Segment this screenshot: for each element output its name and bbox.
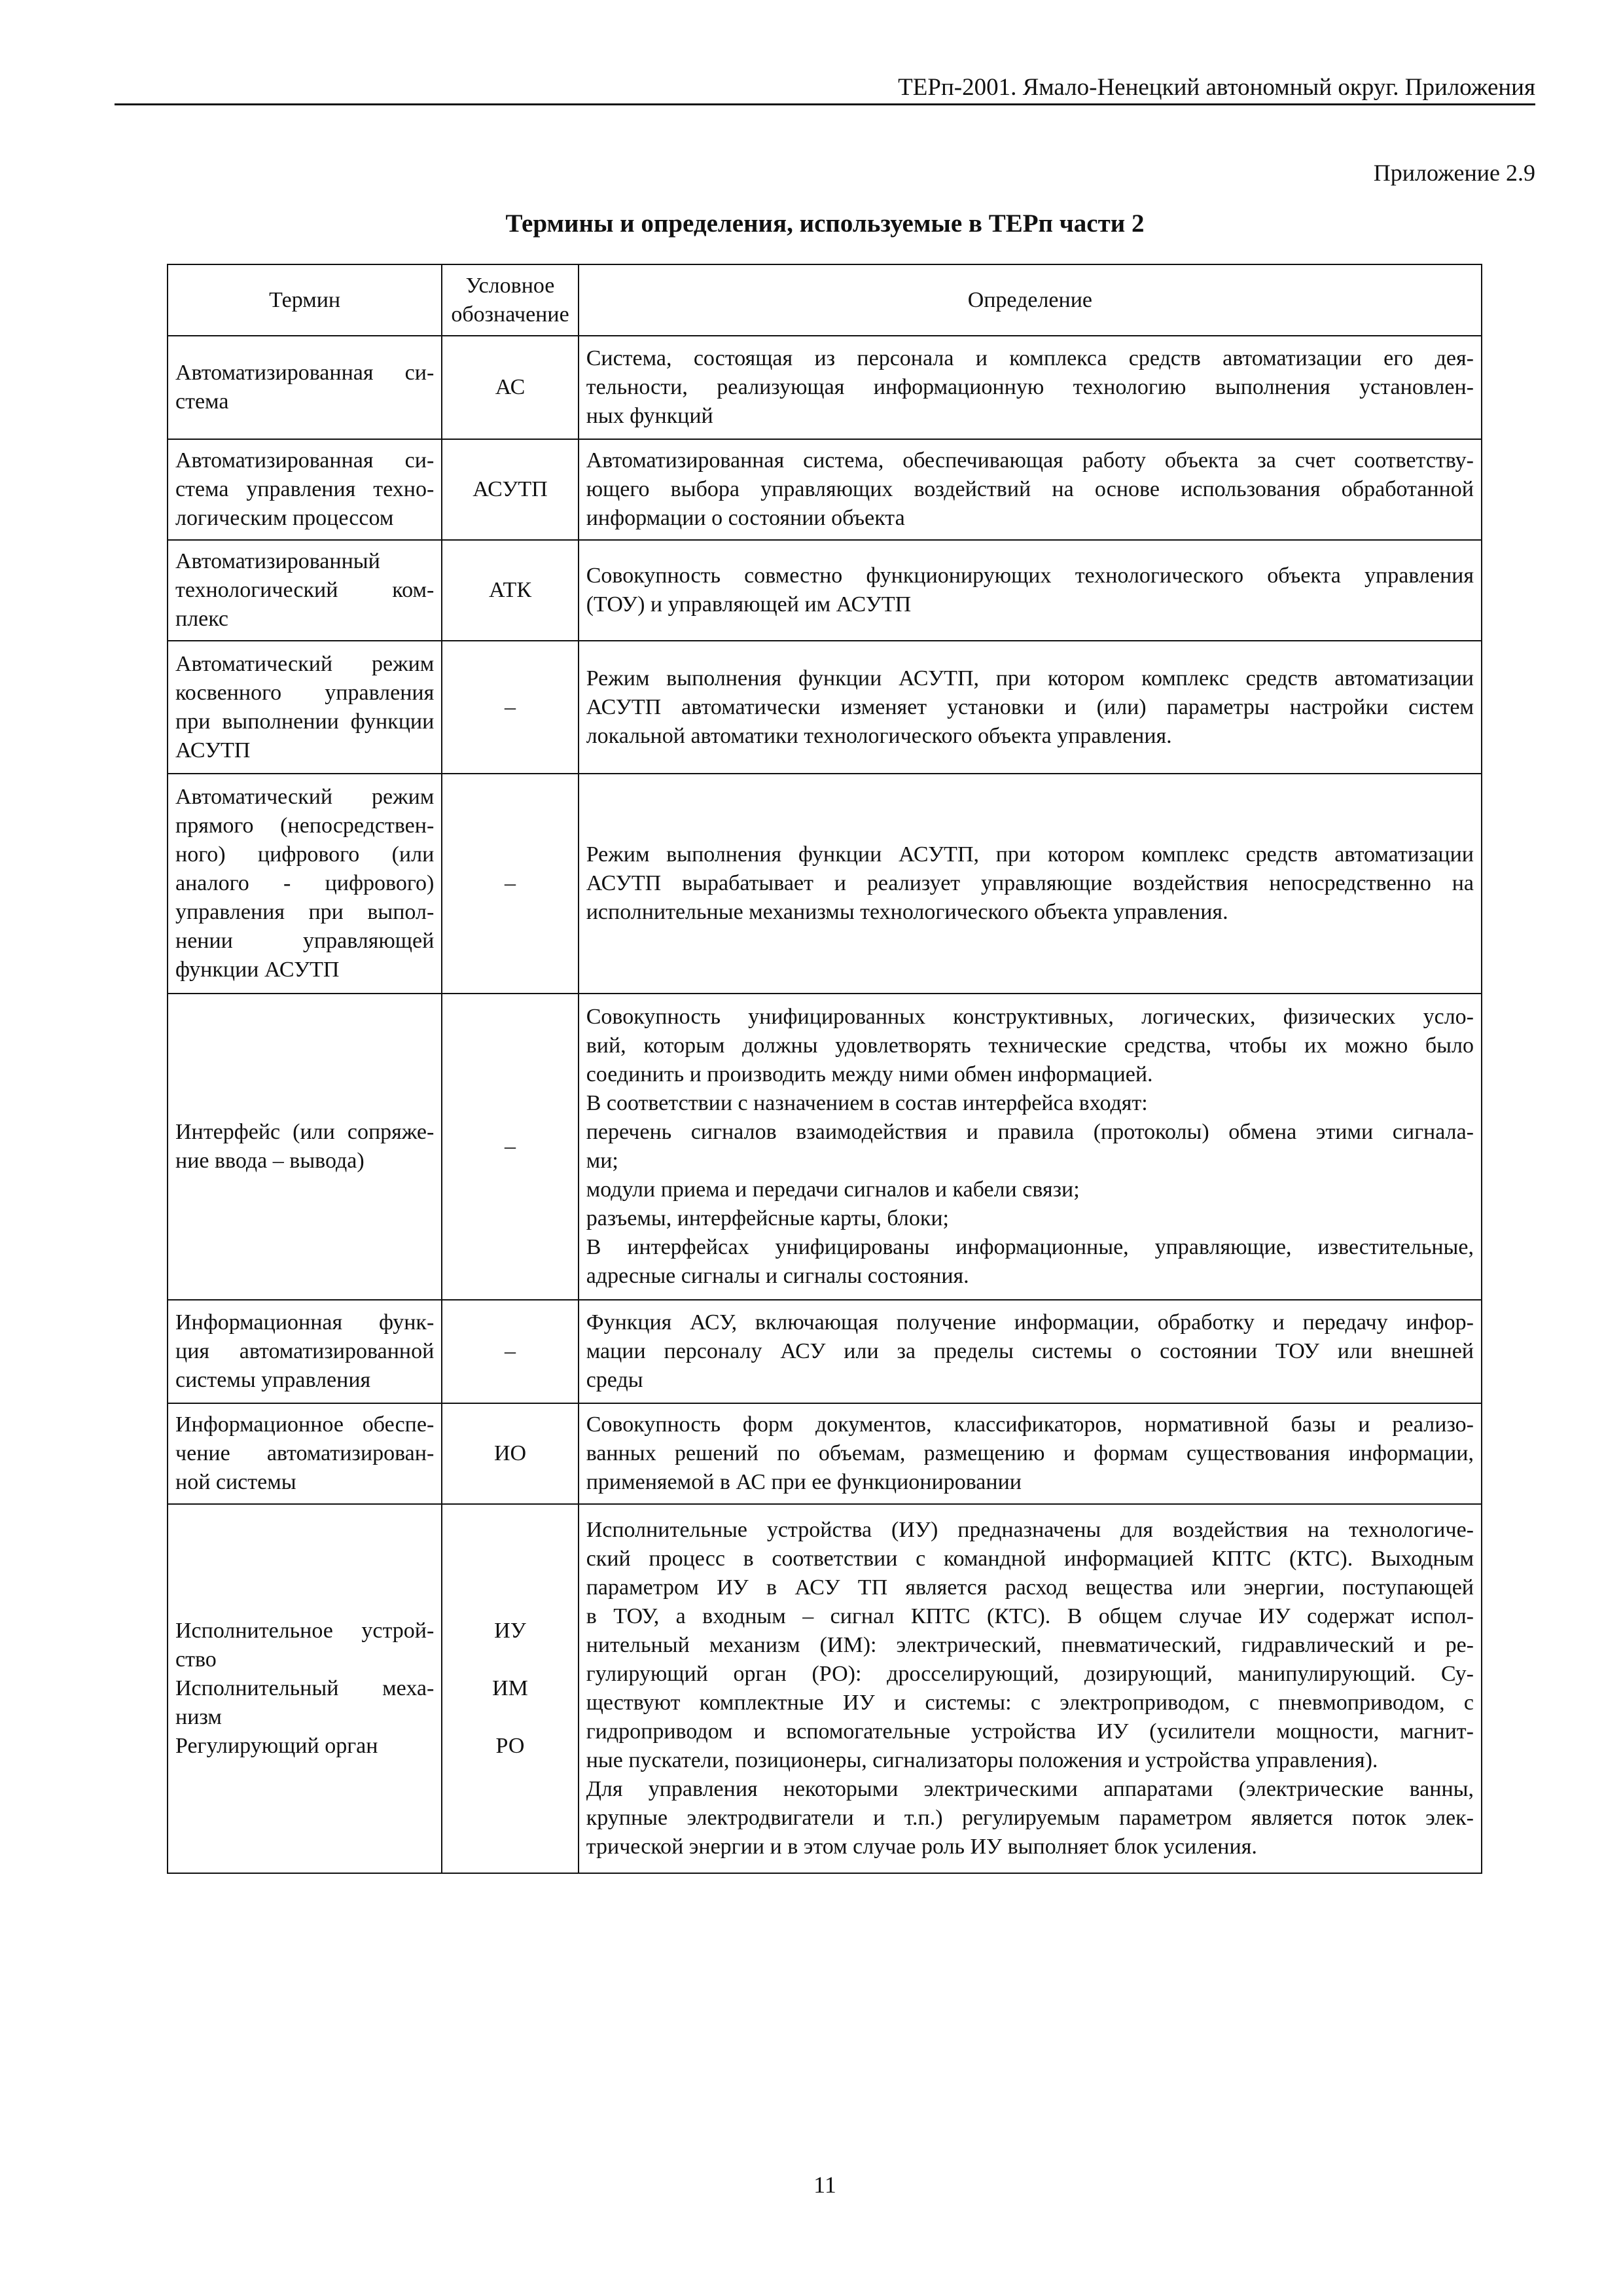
definition-line: исполнительные механизмы технологического объекта управления. <box>586 900 1228 924</box>
abbreviation-cell <box>442 641 578 774</box>
definition-line: трической энергии и в этом случае роль ИУ выполняет блок усиления. <box>586 1835 1257 1859</box>
term-cell <box>168 1504 442 1873</box>
definition-line: Режим выполнения функции АСУТП, при котором комплекс средств автоматизации <box>586 842 1474 867</box>
definition-line: ные пускатели, позиционеры, сигнализаторы положения и устройства управления). <box>586 1748 1378 1772</box>
abbreviation-cell <box>442 1300 578 1403</box>
table-body <box>168 336 1482 1873</box>
definition-line: В соответствии с назначением в состав интерфейса входят: <box>586 1091 1148 1115</box>
abbreviation: – <box>505 871 516 895</box>
term-line: Автоматизированный <box>175 549 380 573</box>
term-line: управления при выпол- <box>175 900 435 924</box>
definition-line: ми; <box>586 1149 618 1173</box>
page-title: Термины и определения, используемые в ТЕРп части 2 <box>505 209 1145 238</box>
definition-cell <box>579 774 1482 994</box>
column-header-abbreviation-line: обозначение <box>451 302 569 327</box>
term-line: Автоматический режим <box>175 785 435 809</box>
abbreviation-cell <box>442 439 578 540</box>
definition-line: Совокупность совместно функционирующих технологического объекта управления <box>586 564 1474 588</box>
definition-cell <box>579 540 1482 641</box>
abbreviation-cell <box>442 774 578 994</box>
term-line: логическим процессом <box>175 506 394 530</box>
definition-line: локальной автоматики технологического объекта управления. <box>586 723 1172 748</box>
definition-line: разъемы, интерфейсные карты, блоки; <box>586 1206 949 1230</box>
term-cell <box>168 1300 442 1403</box>
definition-line: Режим выполнения функции АСУТП, при котором комплекс средств автоматизации <box>586 666 1474 691</box>
term-cell <box>168 994 442 1300</box>
definition-cell <box>579 336 1482 439</box>
term-line: Автоматизированная си- <box>175 448 435 473</box>
term-line: Интерфейс (или сопряже- <box>175 1120 435 1144</box>
table-row <box>168 1300 1482 1403</box>
definition-line: тельности, реализующая информационную технологию выполнения установлен- <box>586 375 1474 399</box>
table-header-row <box>168 264 1482 336</box>
definition-line: Система, состоящая из персонала и комплекса средств автоматизации его дея- <box>586 346 1474 370</box>
abbreviation: АТК <box>488 578 531 602</box>
table-row <box>168 1504 1482 1873</box>
column-header-abbreviation-line: Условное <box>465 273 555 298</box>
definition-line: перечень сигналов взаимодействия и правила (протоколы) обмена этими сигнала- <box>586 1120 1474 1144</box>
table-row <box>168 439 1482 540</box>
term-line: Регулирующий орган <box>175 1734 378 1758</box>
term-line: ние ввода – вывода) <box>175 1149 365 1173</box>
definition-line: В интерфейсах унифицированы информационные, управляющие, известительные, <box>586 1235 1474 1259</box>
abbreviation-cell <box>442 994 578 1300</box>
abbreviation: ИУ <box>494 1619 526 1643</box>
abbreviation: – <box>505 1339 516 1363</box>
definition-line: ский процесс в соответствии с командной информацией КПТС (КТС). Выходным <box>586 1547 1474 1571</box>
abbreviation: ИО <box>493 1441 527 1465</box>
term-line: Автоматизированная си- <box>175 361 435 385</box>
definition-line: АСУТП автоматически изменяет установки и (или) параметры настройки систем <box>586 694 1474 719</box>
term-line: низм <box>175 1705 222 1729</box>
term-line: Исполнительный меха- <box>175 1676 435 1700</box>
term-line: Автоматический режим <box>175 651 435 676</box>
term-line: Информационная функ- <box>175 1310 435 1335</box>
term-line: стема <box>175 389 229 414</box>
term-cell <box>168 774 442 994</box>
term-line: Исполнительное устрой- <box>175 1619 435 1643</box>
abbreviation-cell <box>442 336 578 439</box>
abbreviation-spacer <box>450 1703 570 1732</box>
abbreviation-cell <box>442 1403 578 1504</box>
term-line: ной системы <box>175 1470 296 1494</box>
term-cell <box>168 336 442 439</box>
abbreviation-spacer <box>450 1645 570 1674</box>
header-rule <box>115 103 1535 105</box>
definition-line: Для управления некоторыми электрическими аппаратами (электрические ванны, <box>586 1777 1474 1801</box>
definition-line: крупные электродвигатели и т.п.) регулируемым параметром является поток элек- <box>586 1806 1474 1830</box>
abbreviation: ИМ <box>492 1676 528 1700</box>
column-header-definition: Определение <box>579 264 1482 336</box>
appendix-label: Приложение 2.9 <box>1373 160 1535 186</box>
abbreviation: АСУТП <box>473 477 548 501</box>
term-line: плекс <box>175 607 229 631</box>
term-cell <box>168 641 442 774</box>
term-line: нении управляющей <box>175 929 435 953</box>
page-number: 11 <box>813 2172 836 2198</box>
definition-line: среды <box>586 1368 643 1392</box>
definition-line: Совокупность форм документов, классификаторов, нормативной базы и реализо- <box>586 1412 1474 1437</box>
definition-line: Совокупность унифицированных конструктивных, логических, физических усло- <box>586 1005 1474 1029</box>
definition-line: ных функций <box>586 404 713 428</box>
abbreviation: РО <box>495 1734 525 1758</box>
definition-line: соединить и производить между ними обмен информацией. <box>586 1062 1153 1086</box>
table-row <box>168 641 1482 774</box>
term-line: косвенного управления <box>175 680 435 705</box>
terms-table <box>167 264 1482 1874</box>
definition-line: нительный механизм (ИМ): электрический, пневматический, гидравлический и ре- <box>586 1633 1474 1657</box>
definition-line: Функция АСУ, включающая получение информации, обработку и передачу инфор- <box>586 1310 1474 1335</box>
table-row <box>168 774 1482 994</box>
term-line: системы управления <box>175 1368 371 1392</box>
definition-line: Автоматизированная система, обеспечивающая работу объекта за счет соответству- <box>586 448 1474 473</box>
column-header-abbreviation <box>442 264 578 336</box>
definition-line: Исполнительные устройства (ИУ) предназначены для воздействия на технологиче- <box>586 1518 1474 1542</box>
term-line: технологический ком- <box>175 578 435 602</box>
definition-cell <box>579 641 1482 774</box>
term-line: ство <box>175 1647 217 1672</box>
column-header-term: Термин <box>168 264 442 336</box>
term-line: чение автоматизирован- <box>175 1441 435 1465</box>
table-row <box>168 1403 1482 1504</box>
definition-line: мации персоналу АСУ или за пределы системы о состоянии ТОУ или внешней <box>586 1339 1474 1363</box>
definition-cell <box>579 439 1482 540</box>
term-line: ция автоматизированной <box>175 1339 435 1363</box>
definition-cell <box>579 1300 1482 1403</box>
term-line: прямого (непосредствен- <box>175 814 435 838</box>
abbreviation-cell <box>442 540 578 641</box>
term-line: Информационное обеспе- <box>175 1412 435 1437</box>
term-line: ного) цифрового (или <box>175 842 435 867</box>
abbreviation: – <box>505 1134 516 1158</box>
definition-line: вий, которым должны удовлетворять технические средства, чтобы их можно было <box>586 1033 1474 1058</box>
table-row <box>168 994 1482 1300</box>
definition-cell <box>579 1403 1482 1504</box>
definition-line: ществуют комплектные ИУ и системы: с электроприводом, с пневмоприводом, с <box>586 1691 1474 1715</box>
definition-line: модули приема и передачи сигналов и кабели связи; <box>586 1177 1080 1202</box>
term-cell <box>168 540 442 641</box>
definition-line: гидроприводом и вспомогательные устройства ИУ (усилители мощности, магнит- <box>586 1719 1474 1744</box>
term-line: при выполнении функции <box>175 709 435 734</box>
term-line: функции АСУТП <box>175 958 340 982</box>
table-row <box>168 540 1482 641</box>
definition-line: ющего выбора управляющих воздействий на основе использования обработанной <box>586 477 1474 501</box>
definition-cell <box>579 1504 1482 1873</box>
abbreviation: АС <box>495 375 526 399</box>
definition-line: адресные сигналы и сигналы состояния. <box>586 1264 969 1288</box>
definition-line: (ТОУ) и управляющей им АСУТП <box>586 592 912 617</box>
running-header: ТЕРп-2001. Ямало-Ненецкий автономный округ. Приложения <box>898 74 1535 101</box>
definition-line: ванных решений по объемам, размещению и формам существования информации, <box>586 1441 1474 1465</box>
definition-line: параметром ИУ в АСУ ТП является расход вещества или энергии, поступающей <box>586 1575 1474 1600</box>
abbreviation-cell <box>442 1504 578 1873</box>
term-cell <box>168 439 442 540</box>
term-line: АСУТП <box>175 738 251 762</box>
definition-cell <box>579 994 1482 1300</box>
definition-line: информации о состоянии объекта <box>586 506 905 530</box>
table-row <box>168 336 1482 439</box>
abbreviation: – <box>505 694 516 719</box>
term-cell <box>168 1403 442 1504</box>
term-line: аналого - цифрового) <box>175 871 435 895</box>
definition-line: АСУТП вырабатывает и реализует управляющие воздействия непосредственно на <box>586 871 1474 895</box>
definition-line: гулирующий орган (РО): дросселирующий, дозирующий, манипулирующий. Су- <box>586 1662 1474 1686</box>
definition-line: в ТОУ, а входным – сигнал КПТС (КТС). В общем случае ИУ содержат испол- <box>586 1604 1474 1628</box>
definition-line: применяемой в АС при ее функционировании <box>586 1470 1022 1494</box>
term-line: стема управления техно- <box>175 477 435 501</box>
